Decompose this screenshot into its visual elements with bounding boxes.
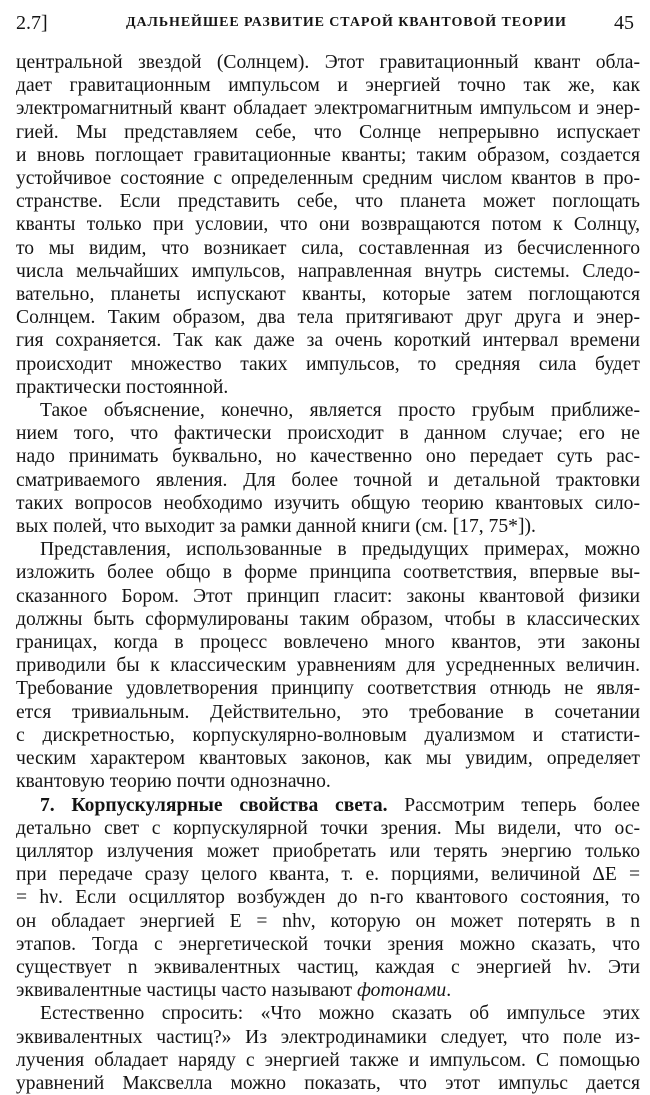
text-line: нием того, что фактически происходит в данном случае; его не [16,423,640,445]
text-line: ческим характером квантовых законов, как мы увидим, определяет [16,748,640,770]
text-line: с дискретностью, корпускулярно-волновым дуализмом и статисти- [16,724,640,746]
text-line: Солнцем. Таким образом, два тела притягивают друг друга и энер- [16,307,640,329]
running-title: ДАЛЬНЕЙШЕЕ РАЗВИТИЕ СТАРОЙ КВАНТОВОЙ ТЕОРИИ [126,15,567,30]
text-line: существует n эквивалентных частиц, каждая с энергией hν. Эти [16,956,640,978]
italic-term: фотонами [357,980,447,1002]
text-line: ется тривиальным. Действительно, это требование в сочетании [16,701,640,723]
text-line: циллятор излучения может приобретать или терять энергию только [16,840,640,862]
text-line [16,794,640,817]
text-line: Представления, использованные в предыдущих примерах, можно [40,539,640,561]
paragraph [16,399,640,538]
page-number: 45 [614,12,634,34]
text-line: он обладает энергией E = nhν, которую он может потерять в n [16,910,640,932]
text-line: эквивалентных частиц?» Из электродинамики следует, что поле из- [16,1026,640,1048]
text-line: гией. Мы представляем себе, что Солнце непрерывно испускает [16,121,640,143]
text-line: лучения обладает наряду с энергией также и импульсом. С помощью [16,1049,640,1071]
text-line: надо принимать буквально, но качественно оно передает суть рас- [16,446,640,468]
text-line: и вновь поглощает гравитационные кванты; таким образом, создается [16,144,640,166]
text-line: при передаче сразу целого кванта, т. е. порциями, величиной ΔE = [16,864,640,886]
text-line: уравнений Максвелла можно показать, что этот импульс дается [16,1072,640,1094]
section-number: 2.7] [16,12,48,34]
text-line: Такое объяснение, конечно, является просто грубым приближе- [40,400,640,422]
text-line: происходит множество таких импульсов, то средняя сила будет [16,353,640,375]
text-line: Требование удовлетворения принципу соответствия отнюдь не явля- [16,678,640,700]
text-line: изложить более общо в форме принципа соответствия, впервые вы- [16,562,640,584]
text-line: дает гравитационным импульсом и энергией точно так же, как [16,75,640,97]
text-line: границах, когда в процесс вовлечено много квантов, эти законы [16,632,640,654]
text-line [16,979,640,1002]
running-header [16,10,634,36]
text-line: электромагнитный квант обладает электромагнитным импульсом и энер- [16,98,640,120]
text-line: сматриваемого явления. Для более точной и детальной трактовки [16,469,640,491]
text-line: должны быть сформулированы таким образом, чтобы в классических [16,608,640,630]
section-paragraph [16,794,640,1003]
text-line: = hν. Если осциллятор возбужден до n-го квантового состояния, то [16,887,640,909]
text-line: вательно, планеты испускают кванты, которые затем поглощаются [16,284,640,306]
paragraph [16,1002,640,1095]
body-text [16,51,640,1095]
punctuation: . [446,980,452,1002]
text-line: гия сохраняется. Так как даже за очень короткий интервал времени [16,330,640,352]
text-line: странстве. Если представить себе, что планета может поглощать [16,191,640,213]
text-line: числа мельчайших импульсов, направленная внутрь системы. Следо- [16,260,640,282]
text-line: приводили бы к классическим уравнениям для усредненных величин. [16,655,640,677]
paragraph [16,538,640,793]
text-line: практически постоянной. [16,376,229,398]
paragraph [16,51,640,399]
text-line: таких вопросов необходимо изучить общую теорию квантовых сило- [16,492,640,514]
text-run: Рассмотрим теперь более [404,794,640,816]
text-line: вых полей, что выходит за рамки данной книги (см. [17, 75*]). [16,516,536,538]
text-line: то мы видим, что возникает сила, составленная из бесчисленного [16,237,640,259]
text-line: этапов. Тогда с энергетической точки зрения можно сказать, что [16,933,640,955]
section-heading: 7. Корпускулярные свойства света. [40,794,388,816]
text-line: кванты только при условии, что они возвращаются потом к Солнцу, [16,214,640,236]
text-line: устойчивое состояние с определенным средним числом квантов в про- [16,168,640,190]
text-line: детально свет с корпускулярной точки зрения. Мы видели, что ос- [16,817,640,839]
text-line: квантовую теорию почти однозначно. [16,771,331,793]
text-line: Естественно спросить: «Что можно сказать об импульсе этих [40,1003,640,1025]
text-run: эквивалентные частицы часто называют [16,980,353,1002]
text-line: центральной звездой (Солнцем). Этот гравитационный квант обла- [16,52,640,73]
text-line: сказанного Бором. Этот принцип гласит: законы квантовой физики [16,585,640,607]
